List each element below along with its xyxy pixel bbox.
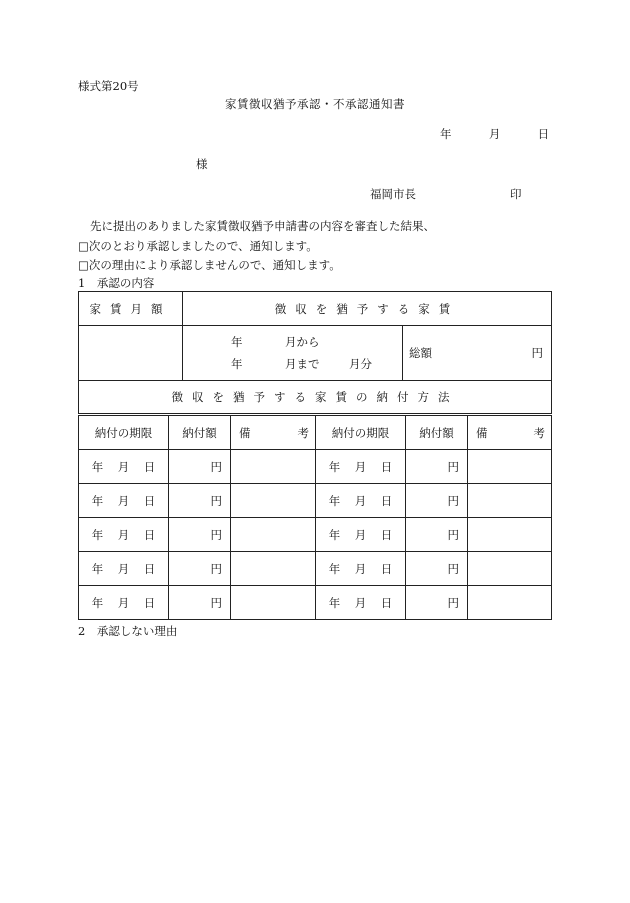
table-row xyxy=(79,450,552,484)
amount-cell[interactable]: 円 xyxy=(406,586,468,620)
amount-cell[interactable]: 円 xyxy=(169,586,231,620)
period-to: 月まで xyxy=(285,357,320,371)
remarks-cell[interactable] xyxy=(231,586,316,620)
remarks-cell[interactable] xyxy=(231,552,316,586)
date-year-label: 年 xyxy=(440,127,452,141)
amount-header: 納付額 xyxy=(169,416,231,450)
addressee-suffix: 様 xyxy=(196,157,208,171)
date-day-label: 日 xyxy=(537,127,550,141)
due-date-header: 納付の期限 xyxy=(316,416,406,450)
amount-cell[interactable]: 円 xyxy=(406,552,468,586)
remarks-cell[interactable] xyxy=(468,518,552,552)
remarks-cell[interactable] xyxy=(468,484,552,518)
table-row xyxy=(79,484,552,518)
amount-cell[interactable]: 円 xyxy=(169,518,231,552)
period-months: 月分 xyxy=(349,357,372,371)
remarks-cell[interactable] xyxy=(468,450,552,484)
due-date-cell[interactable]: 年 月 日 xyxy=(316,450,406,484)
payment-method-heading: 徴収を猶予する家賃の納付方法 xyxy=(79,381,552,414)
amount-cell[interactable]: 円 xyxy=(169,450,231,484)
deferred-rent-header: 徴収を猶予する家賃 xyxy=(183,292,552,326)
amount-header: 納付額 xyxy=(406,416,468,450)
remarks-cell[interactable] xyxy=(468,586,552,620)
remarks-cell[interactable] xyxy=(231,484,316,518)
table-row xyxy=(79,586,552,620)
seal-mark: 印 xyxy=(510,187,522,201)
payment-header-row xyxy=(79,416,552,450)
amount-cell[interactable]: 円 xyxy=(169,484,231,518)
due-date-cell[interactable]: 年 月 日 xyxy=(316,586,406,620)
intro-text: 先に提出のありました家賃徴収猶予申請書の内容を審査した結果、 xyxy=(90,219,435,233)
due-date-cell[interactable]: 年 月 日 xyxy=(316,484,406,518)
rent-monthly-header: 家賃月額 xyxy=(79,292,183,326)
deferral-period[interactable] xyxy=(183,326,403,381)
remarks-cell[interactable] xyxy=(231,450,316,484)
issuer-name: 福岡市長 xyxy=(370,187,416,201)
due-date-cell[interactable]: 年 月 日 xyxy=(316,552,406,586)
rent-monthly-value[interactable] xyxy=(79,326,183,381)
section1-heading: 1 承認の内容 xyxy=(78,276,155,290)
remarks-header: 備 考 xyxy=(468,416,552,450)
amount-cell[interactable]: 円 xyxy=(406,450,468,484)
due-date-header: 納付の期限 xyxy=(79,416,169,450)
due-date-cell[interactable]: 年 月 日 xyxy=(79,552,169,586)
option-approve: □次のとおり承認しましたので、通知します。 xyxy=(78,239,318,253)
table-row xyxy=(79,552,552,586)
section2-heading: 2 承認しない理由 xyxy=(78,624,178,638)
remarks-header: 備 考 xyxy=(231,416,316,450)
period-from: 月から xyxy=(285,335,320,349)
due-date-cell[interactable]: 年 月 日 xyxy=(79,484,169,518)
amount-cell[interactable]: 円 xyxy=(169,552,231,586)
approval-content-table xyxy=(78,291,552,414)
form-number: 様式第20号 xyxy=(78,79,139,93)
period-to-year: 年 xyxy=(231,357,243,371)
table-row xyxy=(79,518,552,552)
total-label: 総額 xyxy=(409,346,432,360)
due-date-cell[interactable]: 年 月 日 xyxy=(79,518,169,552)
issue-date xyxy=(440,126,549,142)
document-title: 家賃徴収猶予承認・不承認通知書 xyxy=(225,97,405,111)
remarks-cell[interactable] xyxy=(468,552,552,586)
due-date-cell[interactable]: 年 月 日 xyxy=(79,450,169,484)
payment-schedule-table xyxy=(78,415,552,620)
date-month-label: 月 xyxy=(488,127,501,141)
amount-cell[interactable]: 円 xyxy=(406,518,468,552)
period-from-year: 年 xyxy=(231,335,243,349)
total-amount[interactable] xyxy=(403,326,552,381)
due-date-cell[interactable]: 年 月 日 xyxy=(316,518,406,552)
amount-cell[interactable]: 円 xyxy=(406,484,468,518)
remarks-cell[interactable] xyxy=(231,518,316,552)
total-unit: 円 xyxy=(531,346,543,360)
option-reject: □次の理由により承認しませんので、通知します。 xyxy=(78,258,341,272)
due-date-cell[interactable]: 年 月 日 xyxy=(79,586,169,620)
